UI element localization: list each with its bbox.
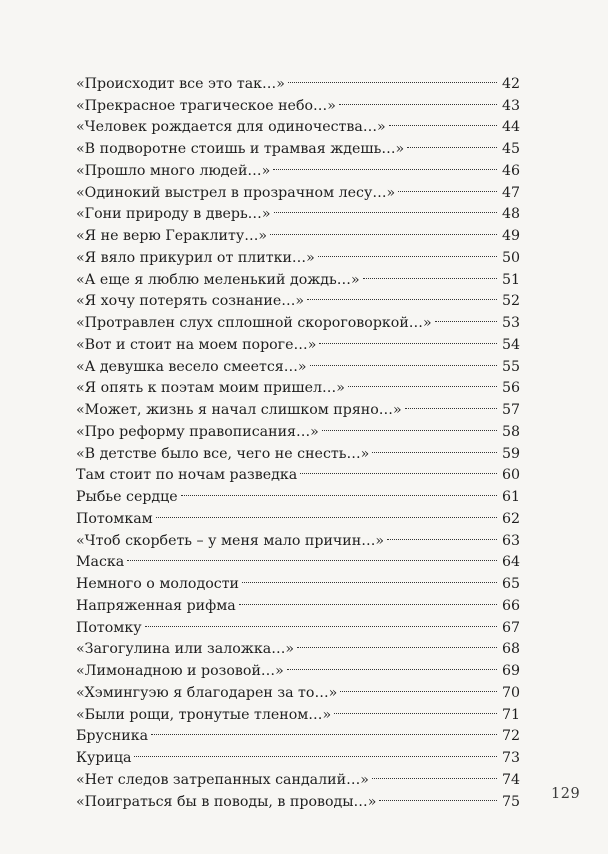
dot-leader: [387, 523, 497, 545]
dot-leader: [322, 414, 497, 436]
toc-entry-page: 55: [501, 358, 520, 375]
toc-entry-title: «Я не верю Гераклиту…»: [76, 228, 268, 244]
toc-entry-title: Рыбье сердце: [76, 489, 178, 505]
dot-leader: [145, 610, 497, 632]
toc-entry-page: 44: [501, 119, 520, 136]
toc-entry-title: Потомку: [76, 619, 142, 636]
toc-entry: [76, 762, 520, 788]
toc-entry-page: 74: [501, 771, 520, 788]
toc-entry-title: «Нет следов затрепанных сандалий…»: [76, 771, 369, 788]
dot-leader: [181, 479, 497, 501]
toc-entry-title: Курица: [76, 750, 132, 766]
toc-entry-title: «Прекрасное трагическое небо…»: [76, 97, 336, 114]
toc-entry-title: «Я вяло прикурил от плитки…»: [76, 249, 315, 266]
toc-entry: [76, 740, 520, 766]
toc-entry-page: 65: [501, 576, 520, 592]
dot-leader: [363, 262, 497, 284]
toc-entry-page: 66: [501, 597, 520, 614]
toc-entry-title: Брусника: [76, 728, 149, 745]
toc-entry-page: 62: [501, 510, 520, 527]
toc-entry-title: «Чтоб скорбеть – у меня мало причин…»: [76, 532, 385, 549]
toc-entry-page: 56: [501, 380, 520, 397]
toc-entry: [76, 566, 520, 592]
dot-leader: [310, 349, 497, 371]
toc-entry-title: Напряженная рифма: [76, 597, 236, 614]
dot-leader: [242, 566, 497, 588]
toc-entry-title: «Были рощи, тронутые тленом…»: [76, 706, 332, 723]
toc-entry-page: 60: [501, 467, 520, 484]
toc-entry-page: 58: [501, 423, 520, 440]
toc-entry-title: «Протравлен слух сплошной скороговоркой…»: [76, 315, 432, 331]
toc-entry-title: «Прошло много людей…»: [76, 162, 271, 179]
dot-leader: [379, 784, 497, 806]
toc-entry-title: Немного о молодости: [76, 576, 239, 592]
toc-entry-title: «Может, жизнь я начал слишком пряно…»: [76, 402, 402, 418]
toc-entry-title: «Про реформу правописания…»: [76, 423, 319, 440]
toc-entry-page: 46: [501, 162, 520, 179]
dot-leader: [348, 371, 497, 393]
dot-leader: [435, 305, 497, 327]
dot-leader: [398, 175, 497, 197]
toc-entry-page: 54: [501, 336, 520, 353]
toc-entry-page: 48: [501, 206, 520, 223]
toc-entry-page: 71: [501, 706, 520, 723]
dot-leader: [300, 458, 497, 480]
toc-entry-page: 43: [501, 97, 520, 114]
dot-leader: [156, 501, 497, 523]
toc-entry-page: 52: [501, 293, 520, 310]
toc-entry-page: 67: [501, 619, 520, 636]
toc-entry-page: 73: [501, 750, 520, 766]
dot-leader: [297, 632, 497, 654]
dot-leader: [239, 588, 497, 610]
toc-entry-page: 75: [501, 793, 520, 810]
dot-leader: [339, 88, 497, 110]
toc-entry-title: «Я опять к поэтам моим пришел…»: [76, 380, 345, 397]
toc-entry-page: 47: [501, 184, 520, 201]
toc-entry: [76, 545, 520, 571]
toc-entry-page: 49: [501, 228, 520, 244]
toc-entry-title: «Человек рождается для одиночества…»: [76, 119, 386, 136]
dot-leader: [127, 545, 497, 567]
table-of-contents: [76, 66, 520, 810]
dot-leader: [134, 740, 497, 762]
toc-entry-page: 68: [501, 641, 520, 658]
toc-entry-title: «Происходит все это так…»: [76, 75, 285, 92]
toc-entry-page: 69: [501, 663, 520, 679]
dot-leader: [340, 675, 497, 697]
toc-entry-title: «Одинокий выстрел в прозрачном лесу…»: [76, 184, 396, 201]
toc-entry-title: «Хэмингуэю я благодарен за то…»: [76, 684, 338, 701]
toc-entry-title: «Загогулина или заложка…»: [76, 641, 295, 658]
toc-entry-title: Маска: [76, 554, 125, 571]
dot-leader: [372, 436, 497, 458]
toc-entry-page: 64: [501, 554, 520, 571]
dot-leader: [307, 284, 497, 306]
toc-entry-title: «Поиграться бы в поводы, в проводы…»: [76, 793, 377, 810]
toc-entry-title: «А еще я люблю меленький дождь…»: [76, 271, 360, 288]
dot-leader: [319, 327, 497, 349]
toc-entry-title: «Лимонадною и розовой…»: [76, 663, 284, 679]
dot-leader: [407, 131, 497, 153]
page-number: 129: [551, 786, 581, 802]
dot-leader: [318, 240, 497, 262]
toc-entry-page: 45: [501, 141, 520, 157]
dot-leader: [405, 392, 497, 414]
toc-entry: [76, 66, 520, 92]
toc-entry-page: 51: [501, 271, 520, 288]
toc-entry-title: Потомкам: [76, 510, 153, 527]
toc-entry-page: 70: [501, 684, 520, 701]
toc-entry-title: «В подворотне стоишь и трамвая ждешь…»: [76, 141, 405, 157]
toc-entry-page: 50: [501, 249, 520, 266]
toc-entry: [76, 632, 520, 658]
toc-entry-page: 59: [501, 445, 520, 462]
toc-entry-page: 53: [501, 315, 520, 331]
toc-entry-title: «Я хочу потерять сознание…»: [76, 293, 305, 310]
toc-entry-title: «Вот и стоит на моем пороге…»: [76, 336, 317, 353]
toc-entry-page: 72: [501, 728, 520, 745]
dot-leader: [372, 762, 497, 784]
toc-entry-title: Там стоит по ночам разведка: [76, 467, 298, 484]
toc-entry-page: 42: [501, 75, 520, 92]
toc-entry-title: «А девушка весело смеется…»: [76, 358, 307, 375]
toc-entry-title: «В детстве было все, чего не снесть…»: [76, 445, 370, 462]
toc-entry-page: 63: [501, 532, 520, 549]
dot-leader: [389, 110, 497, 132]
dot-leader: [151, 719, 497, 741]
dot-leader: [287, 653, 497, 675]
dot-leader: [288, 66, 497, 88]
dot-leader: [270, 218, 497, 240]
toc-entry-page: 61: [501, 489, 520, 505]
dot-leader: [334, 697, 497, 719]
dot-leader: [273, 153, 497, 175]
dot-leader: [274, 197, 497, 219]
toc-entry-page: 57: [501, 402, 520, 418]
toc-entry-title: «Гони природу в дверь…»: [76, 206, 271, 223]
